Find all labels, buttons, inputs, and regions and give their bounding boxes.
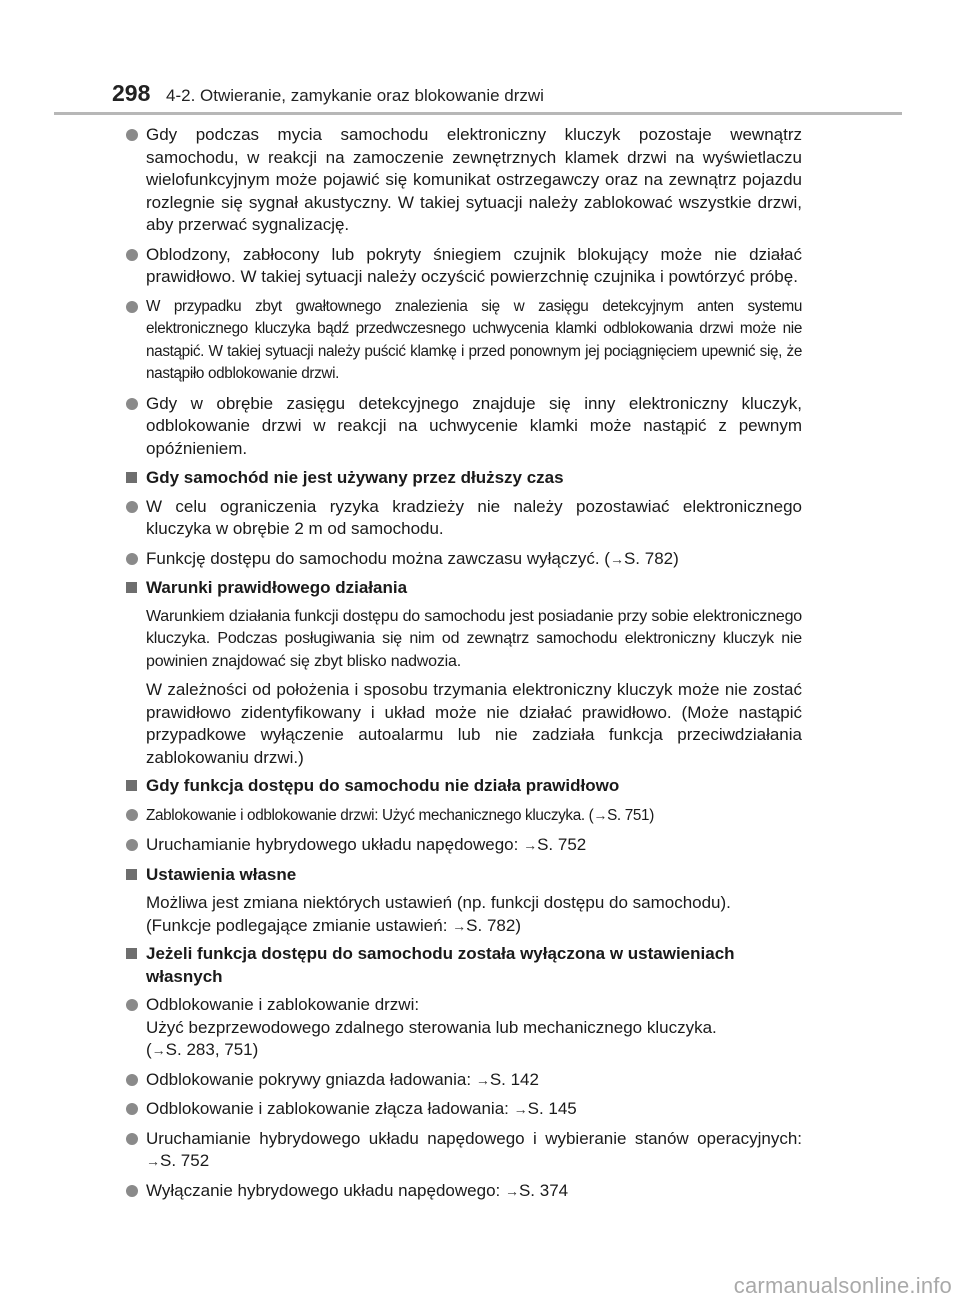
paragraph: W zależności od położenia i sposobu trzymania elektroniczny kluczyk może nie zostać prawidłowo zidentyfikowany i układ może nie działać prawidłowo. (Może nastąpić przypadkowe wyłączenie autoalarmu lub nie zadziała funkcja przeciwdziałania zablokowaniu drzwi.) <box>146 680 802 767</box>
page-reference[interactable]: S. 145 <box>527 1099 577 1118</box>
page-reference[interactable]: S. 283, 751) <box>165 1040 259 1059</box>
arrow-right-icon: → <box>513 1101 528 1117</box>
bullet-icon <box>126 809 138 821</box>
square-bullet-icon <box>126 780 137 791</box>
list-item: Gdy w obrębie zasięgu detekcyjnego znajduje się inny elektroniczny kluczyk, odblokowanie drzwi w reakcji na uchwycenie klamki może nastąpić z pewnym opóźnieniem. <box>126 393 802 461</box>
list-item: Oblodzony, zabłocony lub pokryty śniegiem czujnik blokujący może nie działać prawidłowo. W takiej sytuacji należy oczyścić powierzchnię czujnika i powtórzyć próbę. <box>126 244 802 289</box>
section-heading: Warunki prawidłowego działania <box>126 577 802 600</box>
manual-content <box>126 124 802 1209</box>
bullet-icon <box>126 398 138 410</box>
arrow-right-icon: → <box>609 550 624 567</box>
section-heading: Ustawienia własne <box>126 864 802 887</box>
arrow-right-icon: → <box>151 1042 166 1058</box>
list-item: Wyłączanie hybrydowego układu napędowego: →S. 374 <box>126 1180 802 1203</box>
section-heading: Jeżeli funkcja dostępu do samochodu została wyłączona w ustawieniach własnych <box>126 943 802 988</box>
paragraph: Warunkiem działania funkcji dostępu do samochodu jest posiadanie przy sobie elektronicznego kluczyka. Podczas posługiwania się nim od zewnątrz samochodu elektroniczny kluczyk nie powinien znajdować się zbyt blisko nadwozia. <box>146 607 802 670</box>
square-bullet-icon <box>126 948 137 959</box>
arrow-right-icon: → <box>452 917 467 934</box>
bullet-icon <box>126 301 138 313</box>
page-reference[interactable]: S. 752 <box>160 1151 210 1170</box>
list-item: Uruchamianie hybrydowego układu napędowego i wybieranie stanów operacyjnych: →S. 752 <box>126 1128 802 1173</box>
bullet-icon <box>126 839 138 851</box>
bullet-icon <box>126 129 138 141</box>
square-bullet-icon <box>126 582 137 593</box>
square-bullet-icon <box>126 869 137 880</box>
page-reference[interactable]: S. 782) <box>623 548 679 568</box>
arrow-right-icon: → <box>146 1153 160 1169</box>
square-bullet-icon <box>126 472 137 483</box>
list-item: W przypadku zbyt gwałtownego znalezienia się w zasięgu detekcyjnym anten systemu elektronicznego kluczyka bądź przedwczesnego uchwycenia klamki odblokowania drzwi może nie nastąpić. W takiej sytuacji należy puścić klamkę i przed ponownym jej pociągnięciem upewnić się, że nastąpiło odblokowanie drzwi. <box>126 296 802 386</box>
watermark: carmanualsonline.info <box>733 1273 952 1298</box>
list-item: Odblokowanie i zablokowanie złącza ładowania: →S. 145 <box>126 1098 802 1121</box>
page-reference[interactable]: S. 374 <box>518 1180 569 1200</box>
list-item: Zablokowanie i odblokowanie drzwi: Użyć mechanicznego kluczyka. (→S. 751) <box>126 804 802 828</box>
bullet-icon <box>126 501 138 513</box>
page-reference[interactable]: S. 142 <box>489 1069 539 1089</box>
bullet-icon <box>126 553 138 565</box>
bullet-icon <box>126 1185 138 1197</box>
page-reference[interactable]: S. 752 <box>537 835 587 854</box>
arrow-right-icon: → <box>523 837 538 853</box>
list-item: Odblokowanie pokrywy gniazda ładowania: →S. 142 <box>126 1069 802 1092</box>
bullet-icon <box>126 1103 138 1115</box>
bullet-icon <box>126 1133 138 1145</box>
page-reference[interactable]: S. 782) <box>466 915 521 935</box>
page-reference[interactable]: S. 751) <box>607 806 654 824</box>
list-item: Uruchamianie hybrydowego układu napędowego: →S. 752 <box>126 834 802 857</box>
arrow-right-icon: → <box>475 1071 490 1088</box>
bullet-icon <box>126 999 138 1011</box>
list-item: W celu ograniczenia ryzyka kradzieży nie należy pozostawiać elektronicznego kluczyka w obrębie 2 m od samochodu. <box>126 496 802 541</box>
paragraph: Możliwa jest zmiana niektórych ustawień (np. funkcji dostępu do samochodu). (Funkcje podlegające zmianie ustawień: →S. 782) <box>146 893 731 935</box>
section-title: 4-2. Otwieranie, zamykanie oraz blokowanie drzwi <box>166 86 544 105</box>
page-header <box>112 80 912 112</box>
section-heading: Gdy funkcja dostępu do samochodu nie działa prawidłowo <box>126 775 802 798</box>
header-rule <box>54 112 902 115</box>
list-item: Odblokowanie i zablokowanie drzwi: Użyć bezprzewodowego zdalnego sterowania lub mechanicznego kluczyka. (→S. 283, 751) <box>126 994 802 1062</box>
page-number: 298 <box>112 80 151 106</box>
arrow-right-icon: → <box>593 806 608 823</box>
list-item: Gdy podczas mycia samochodu elektroniczny kluczyk pozostaje wewnątrz samochodu, w reakcji na zamoczenie zewnętrznych klamek drzwi na wyświetlaczu wielofunkcyjnym może pojawić się komunikat ostrzegawczy oraz na zewnątrz pojazdu rozlegnie się sygnał akustyczny. W takiej sytuacji należy zablokować wszystkie drzwi, aby przerwać sygnalizację. <box>126 124 802 237</box>
bullet-icon <box>126 249 138 261</box>
bullet-icon <box>126 1074 138 1086</box>
section-heading: Gdy samochód nie jest używany przez dłuższy czas <box>126 467 802 490</box>
arrow-right-icon: → <box>504 1182 519 1199</box>
list-item: Funkcję dostępu do samochodu można zawczasu wyłączyć. (→S. 782) <box>126 548 802 571</box>
